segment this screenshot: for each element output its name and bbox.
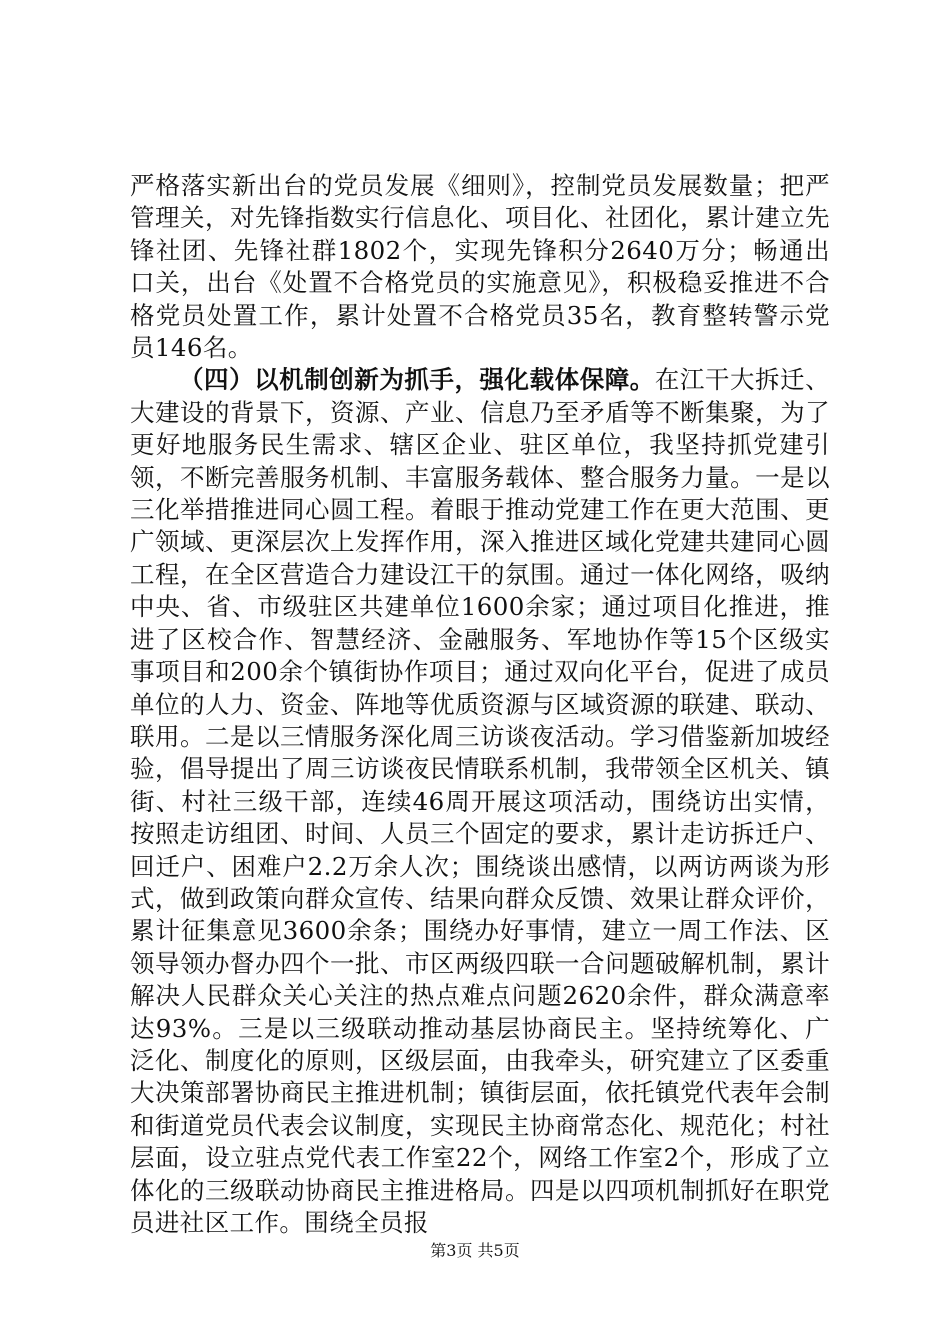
section-body: 在江干大拆迁、大建设的背景下，资源、产业、信息乃至矛盾等不断集聚，为了更好地服务民生需求、辖区企业、驻区单位，我坚持抓党建引领，不断完善服务机制、丰富服务载体、整合服务力量。一是以三化举措推进同心圆工程。着眼于推动党建工作在更大范围、更广领域、更深层次上发挥作用，深入推进区域化党建共建同心圆工程，在全区营造合力建设江干的氛围。通过一体化网络，吸纳中央、省、市级驻区共建单位1600余家；通过项目化推进，推进了区校合作、智慧经济、金融服务、军地协作等15个区级实事项目和200余个镇街协作项目；通过双向化平台，促进了成员单位的人力、资金、阵地等优质资源与区域资源的联建、联动、联用。二是以三情服务深化周三访谈夜活动。学习借鉴新加坡经验，倡导提出了周三访谈夜民情联系机制，我带领全区机关、镇街、村社三级干部，连续46周开展这项活动，围绕访出实情，按照走访组团、时间、人员三个固定的要求，累计走访拆迁户、回迁户、困难户2.2万余人次；围绕谈出感情，以两访两谈为形式，做到政策向群众宣传、结果向群众反馈、效果让群众评价，累计征集意见3600余条；围绕办好事情，建立一周工作法、区领导领办督办四个一批、市区两级四联一合问题破解机制，累计解决人民群众关心关注的热点难点问题2620余件，群众满意率达93%。三是以三级联动推动基层协商民主。坚持统筹化、广泛化、制度化的原则，区级层面，由我牵头，研究建立了区委重大决策部署协商民主推进机制；镇街层面，依托镇党代表年会制和街道党员代表会议制度，实现民主协商常态化、规范化；村社层面，设立驻点党代表工作室22个，网络工作室2个，形成了立体化的三级联动协商民主推进格局。四是以四项机制抓好在职党员进社区工作。围绕全员报 xyxy=(130,365,830,1237)
section-heading: （四）以机制创新为抓手，强化载体保障。 xyxy=(179,365,655,395)
paragraph-continued: 严格落实新出台的党员发展《细则》，控制党员发展数量；把严管理关，对先锋指数实行信息化、项目化、社团化，累计建立先锋社团、先锋社群1802个，实现先锋积分2640万分；畅通出口关，出台《处置不合格党员的实施意见》，积极稳妥推进不合格党员处置工作，累计处置不合格党员35名，教育整转警示党员146名。 xyxy=(130,171,830,363)
document-body xyxy=(130,170,830,1239)
page-number-footer: 第3页 共5页 xyxy=(430,1241,520,1260)
section-paragraph xyxy=(130,364,830,1239)
